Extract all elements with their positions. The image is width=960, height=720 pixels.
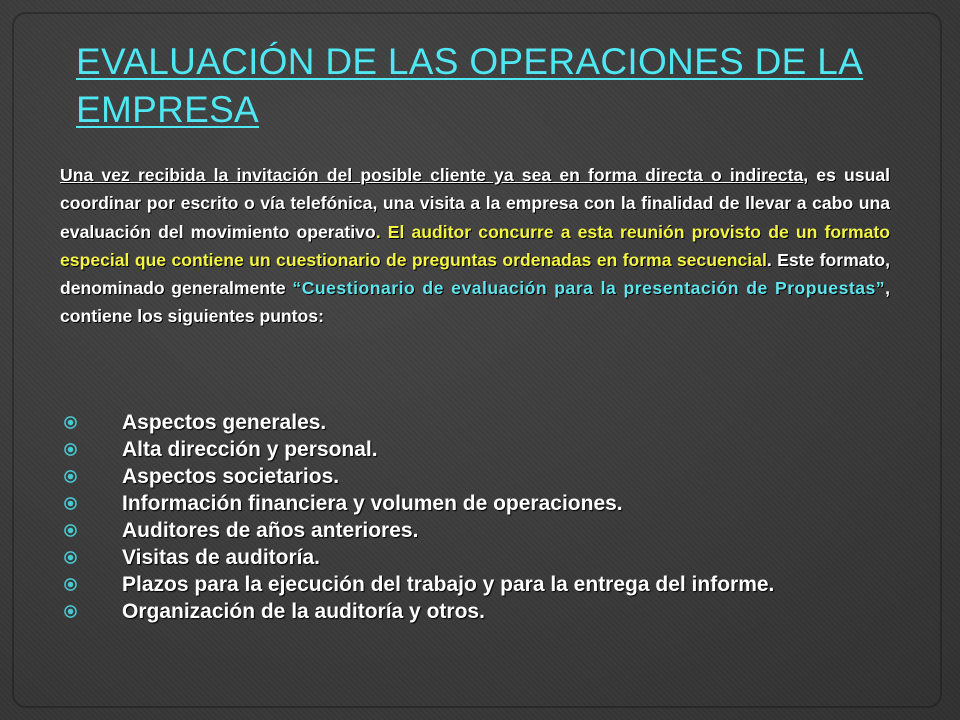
- circle-bullet-icon: [64, 551, 77, 564]
- bullet-label: Plazos para la ejecución del trabajo y para la entrega del informe.: [122, 573, 775, 596]
- bullet-item: [64, 440, 894, 459]
- intro-underlined-text: Una vez recibida la invitación del posible cliente ya sea en forma directa o indirecta: [60, 165, 804, 185]
- circle-bullet-icon: [64, 443, 77, 456]
- bullet-item: [64, 494, 894, 513]
- intro-text-white-3: , contiene los siguientes puntos:: [60, 278, 890, 327]
- circle-bullet-icon: [64, 416, 77, 429]
- slide-title: EVALUACIÓN DE LAS OPERACIONES DE LA EMPRESA: [76, 41, 864, 130]
- bullet-item: [64, 413, 894, 432]
- circle-bullet-icon: [64, 524, 77, 537]
- circle-bullet-icon: [64, 578, 77, 591]
- bullet-label: Visitas de auditoría.: [122, 546, 321, 569]
- bullet-label: Organización de la auditoría y otros.: [122, 600, 485, 623]
- circle-bullet-icon: [64, 497, 77, 510]
- bullet-item: [64, 521, 894, 540]
- intro-paragraph: [60, 161, 890, 331]
- intro-text-white-2: . Este formato, denominado generalmente: [60, 249, 890, 299]
- bullet-label: Aspectos societarios.: [122, 465, 340, 488]
- intro-text-cyan: “Cuestionario de evaluación para la presentación de Propuestas”: [292, 278, 886, 299]
- bullet-item: [64, 548, 894, 567]
- bullet-label: Alta dirección y personal.: [122, 438, 378, 461]
- bullet-label: Aspectos generales.: [122, 411, 327, 434]
- circle-bullet-icon: [64, 470, 77, 483]
- bullet-item: [64, 575, 894, 594]
- bullet-label: Información financiera y volumen de operaciones.: [122, 492, 623, 515]
- bullet-list: [64, 413, 894, 629]
- circle-bullet-icon: [64, 605, 77, 618]
- intro-text-white: , es usual coordinar por escrito o vía telefónica, una visita a la empresa con la finalidad de llevar a cabo una evaluación del movimiento operativo: [60, 165, 891, 242]
- bullet-item: [64, 602, 894, 621]
- bullet-item: [64, 467, 894, 486]
- bullet-label: Auditores de años anteriores.: [122, 519, 419, 542]
- intro-text-yellow: . El auditor concurre a esta reunión provisto de un formato especial que contiene un cuestionario de preguntas ordenadas en forma secuencial: [60, 221, 890, 270]
